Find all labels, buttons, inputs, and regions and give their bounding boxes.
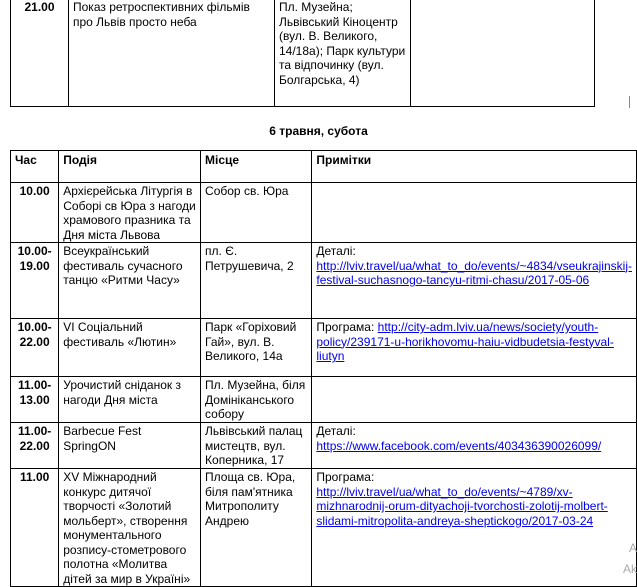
time-cell: 10.00	[11, 183, 59, 243]
time-cell: 11.00	[11, 469, 59, 587]
previous-day-table	[10, 0, 595, 107]
time-cell: 11.00-22.00	[11, 423, 59, 469]
event-cell: Всеукраїнський фестиваль сучасного танцю «Ритми Часу»	[59, 243, 201, 319]
header-row	[11, 151, 637, 183]
event-cell: XV Міжнародний конкурс дитячої творчості «Золотий мольберт», створення монументального розпису-стометрового полотна «Молитва дітей за мир в Україні»	[59, 469, 201, 587]
place-cell: Пл. Музейна, біля Домініканського собору	[201, 377, 312, 423]
edge-mark: Ak	[622, 562, 637, 576]
note-label: Деталі:	[316, 244, 356, 258]
note-cell	[411, 0, 595, 107]
event-cell: Показ ретроспективних фільмів про Львів просто неба	[69, 0, 275, 107]
time-cell: 21.00	[11, 0, 69, 107]
table-row	[11, 469, 637, 587]
schedule-table	[10, 150, 637, 587]
note-cell	[312, 243, 637, 319]
table-row	[11, 0, 595, 107]
note-cell	[312, 469, 637, 587]
header-note: Примітки	[312, 151, 637, 183]
place-cell: Львівський палац мистецтв, вул. Коперника, 17	[201, 423, 312, 469]
table-row	[11, 377, 637, 423]
time-cell: 11.00-13.00	[11, 377, 59, 423]
day-heading: 6 травня, субота	[269, 124, 368, 138]
note-cell	[312, 377, 637, 423]
table-row	[11, 183, 637, 243]
note-label: Програма:	[316, 320, 375, 334]
header-time: Час	[11, 151, 59, 183]
note-label: Деталі:	[316, 424, 356, 438]
place-cell: Пл. Музейна; Львівський Кіноцентр (вул. В. Великого, 14/18а); Парк культури та відпочинку (вул. Болгарська, 4)	[275, 0, 411, 107]
place-cell: Площа св. Юра, біля пам'ятника Митрополиту Андрею	[201, 469, 312, 587]
note-cell	[312, 319, 637, 377]
event-cell: VI Соціальний фестиваль «Лютин»	[59, 319, 201, 377]
note-cell	[312, 183, 637, 243]
program-link[interactable]: http://city-adm.lviv.ua/news/society/youth-policy/239171-u-horikhovomu-haiu-vidbudetsia-festyval-liutyn	[316, 320, 614, 363]
table-row	[11, 423, 637, 469]
place-cell: пл. Є. Петрушевича, 2	[201, 243, 312, 319]
event-cell: Урочистий сніданок з нагоди Дня міста	[59, 377, 201, 423]
note-label: Програма:	[316, 470, 375, 484]
table-row	[11, 243, 637, 319]
details-link[interactable]: https://www.facebook.com/events/403436390026099/	[316, 438, 602, 453]
edge-mark: A	[628, 541, 637, 555]
place-cell: Парк «Горіховий Гай», вул. В. Великого, 14а	[201, 319, 312, 377]
edge-tick	[629, 96, 634, 108]
program-link[interactable]: http://lviv.travel/ua/what_to_do/events/~4789/xv-mizhnarodnij-orum-dityachoji-tvorchosti-zolotij-molbert-slidami-mitropolita-andreya-sheptickogo/2017-03-24	[316, 484, 608, 528]
time-cell: 10.00-19.00	[11, 243, 59, 319]
time-cell: 10.00-22.00	[11, 319, 59, 377]
note-cell	[312, 423, 637, 469]
place-cell: Собор св. Юра	[201, 183, 312, 243]
header-event: Подія	[59, 151, 201, 183]
event-cell: Архієрейська Літургія в Соборі св Юра з нагоди храмового празника та Дня міста Львова	[59, 183, 201, 243]
table-row	[11, 319, 637, 377]
event-cell: Barbecue Fest SpringON	[59, 423, 201, 469]
details-link[interactable]: http://lviv.travel/ua/what_to_do/events/~4834/vseukrajinskij-festival-suchasnogo-tancyu-ritmi-chasu/2017-05-06	[316, 258, 632, 287]
header-place: Місце	[201, 151, 312, 183]
